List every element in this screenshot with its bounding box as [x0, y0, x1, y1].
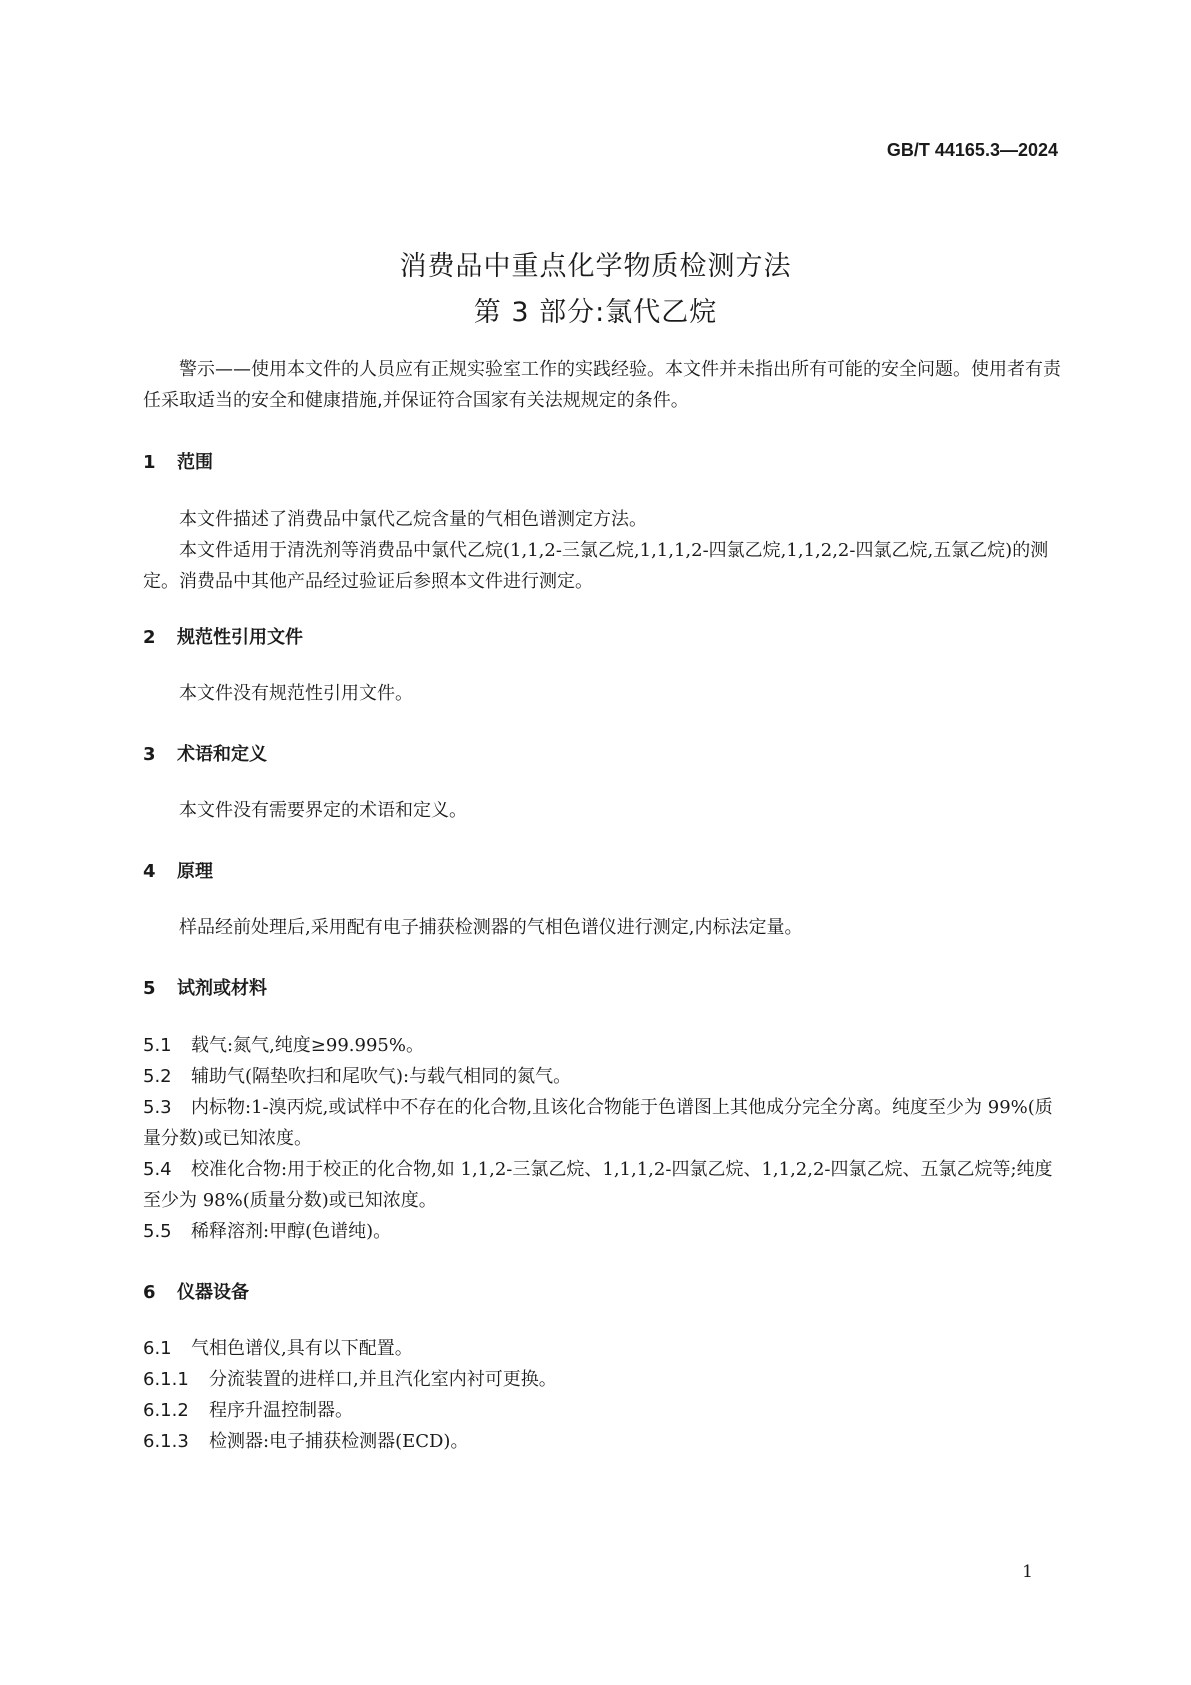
list-item [143, 1030, 1063, 1061]
item-number: 6.1 [143, 1338, 172, 1359]
paragraph: 样品经前处理后,采用配有电子捕获检测器的气相色谱仪进行测定,内标法定量。 [179, 917, 803, 938]
paragraph: 本文件没有规范性引用文件。 [179, 683, 413, 704]
item-number: 5.5 [143, 1221, 172, 1242]
section-heading-principle [143, 857, 213, 883]
list-item [143, 1092, 1063, 1154]
section-number: 1 [143, 452, 156, 473]
section-heading-apparatus [143, 1278, 249, 1304]
section-number: 3 [143, 744, 156, 765]
paragraph: 本文件描述了消费品中氯代乙烷含量的气相色谱测定方法。 [179, 509, 647, 530]
safety-warning: 警示——使用本文件的人员应有正规实验室工作的实践经验。本文件并未指出所有可能的安全问题。使用者有责任采取适当的安全和健康措施,并保证符合国家有关法规规定的条件。 [143, 359, 1061, 411]
document-title: 消费品中重点化学物质检测方法 [399, 251, 792, 282]
item-number: 6.1.2 [143, 1400, 189, 1421]
section-number: 5 [143, 978, 156, 999]
item-text: 检测器:电子捕获检测器(ECD)。 [209, 1431, 469, 1452]
item-number: 6.1.1 [143, 1369, 189, 1390]
section-title: 试剂或材料 [177, 978, 267, 999]
item-text: 程序升温控制器。 [209, 1400, 353, 1421]
section-heading-terms [143, 740, 267, 766]
page-number: 1 [1022, 1562, 1033, 1582]
list-item [143, 1364, 1063, 1395]
list-item [143, 1426, 1063, 1457]
list-item [143, 1395, 1063, 1426]
section-number: 4 [143, 861, 156, 882]
section-number: 6 [143, 1282, 156, 1303]
item-text: 校准化合物:用于校正的化合物,如 1,1,2-三氯乙烷、1,1,1,2-四氯乙烷、1,1,2,2-四氯乙烷、五氯乙烷等;纯度至少为 98%(质量分数)或已知浓度。 [143, 1159, 1053, 1211]
section-heading-normative-references [143, 623, 303, 649]
item-number: 5.1 [143, 1035, 172, 1056]
item-text: 稀释溶剂:甲醇(色谱纯)。 [191, 1221, 392, 1242]
section-number: 2 [143, 627, 156, 648]
section-title: 规范性引用文件 [177, 627, 303, 648]
item-text: 分流装置的进样口,并且汽化室内衬可更换。 [209, 1369, 557, 1390]
paragraph: 本文件适用于清洗剂等消费品中氯代乙烷(1,1,2-三氯乙烷,1,1,1,2-四氯乙烷,1,1,2,2-四氯乙烷,五氯乙烷)的测定。消费品中其他产品经过验证后参照本文件进行测定。 [143, 540, 1049, 592]
item-number: 5.2 [143, 1066, 172, 1087]
item-number: 5.3 [143, 1097, 172, 1118]
list-item [143, 1154, 1063, 1216]
section-heading-scope [143, 448, 213, 474]
section-title: 仪器设备 [177, 1282, 249, 1303]
item-text: 气相色谱仪,具有以下配置。 [191, 1338, 413, 1359]
document-subtitle: 第 3 部分:氯代乙烷 [473, 297, 718, 328]
item-text: 载气:氮气,纯度≥99.995%。 [191, 1035, 424, 1056]
item-text: 辅助气(隔垫吹扫和尾吹气):与载气相同的氮气。 [191, 1066, 572, 1087]
standard-number: GB/T 44165.3—2024 [886, 140, 1058, 160]
list-item [143, 1061, 1063, 1092]
section-title: 范围 [177, 452, 213, 473]
item-number: 6.1.3 [143, 1431, 189, 1452]
list-item [143, 1216, 1063, 1247]
section-heading-reagents [143, 974, 267, 1000]
paragraph: 本文件没有需要界定的术语和定义。 [179, 800, 467, 821]
section-title: 术语和定义 [177, 744, 267, 765]
item-text: 内标物:1-溴丙烷,或试样中不存在的化合物,且该化合物能于色谱图上其他成分完全分离。纯度至少为 99%(质量分数)或已知浓度。 [143, 1097, 1053, 1149]
item-number: 5.4 [143, 1159, 172, 1180]
list-item [143, 1333, 1063, 1364]
section-title: 原理 [177, 861, 213, 882]
